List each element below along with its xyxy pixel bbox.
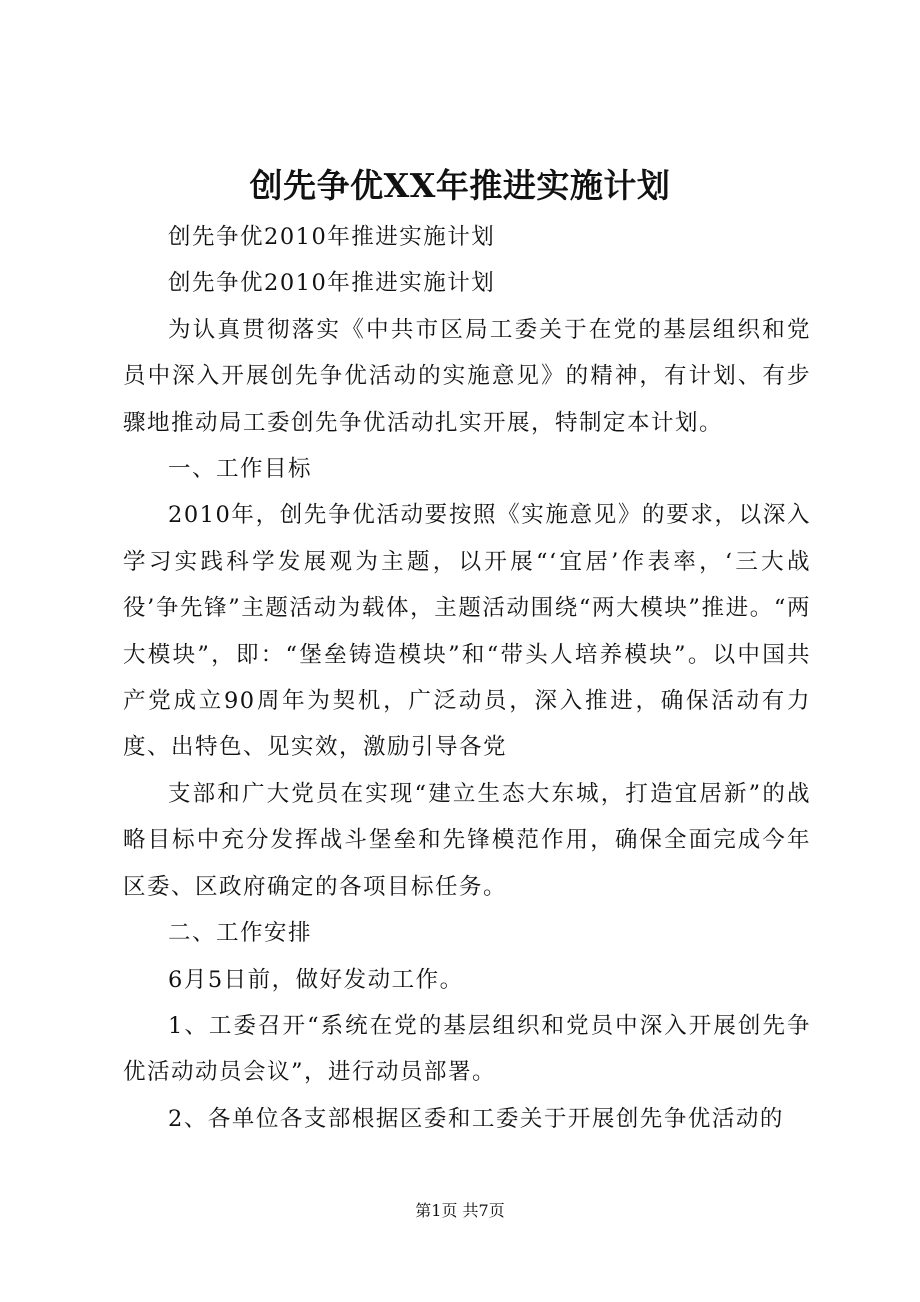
document-title: 创先争优XX年推进实施计划 xyxy=(249,166,671,205)
section-heading: 二、工作安排 xyxy=(168,920,313,947)
paragraph: 2、各单位各支部根据区委和工委关于开展创先争优活动的 xyxy=(168,1105,784,1132)
paragraph: 1、工委召开“系统在党的基层组织和党员中深入开展创先争优活动动员会议”，进行动员部署。 xyxy=(123,1012,811,1086)
document-body xyxy=(123,214,811,1142)
paragraph: 创先争优2010年推进实施计划 xyxy=(168,270,496,297)
page-footer: 第1页 共7页 xyxy=(415,1201,505,1220)
section-heading: 一、工作目标 xyxy=(168,456,313,483)
paragraph: 创先争优2010年推进实施计划 xyxy=(168,224,496,250)
paragraph: 6月5日前，做好发动工作。 xyxy=(168,966,464,993)
paragraph: 2010年，创先争优活动要按照《实施意见》的要求，以深入学习实践科学发展观为主题，以开展“‘宜居’作表率，‘三大战役’争先锋”主题活动为载体，主题活动围绕“两大模块”推进。“两大模块”，即：“堡垒铸造模块”和“带头人培养模块”。以中国共产党成立90周年为契机，广泛动员，深入推进，确保活动有力度、出特色、见实效，激励引导各党 xyxy=(123,502,811,761)
paragraph: 支部和广大党员在实现“建立生态大东城，打造宜居新”的战略目标中充分发挥战斗堡垒和先锋模范作用，确保全面完成今年区委、区政府确定的各项目标任务。 xyxy=(123,780,811,900)
paragraph: 为认真贯彻落实《中共市区局工委关于在党的基层组织和党员中深入开展创先争优活动的实施意见》的精神，有计划、有步骤地推动局工委创先争优活动扎实开展，特制定本计划。 xyxy=(123,316,811,436)
